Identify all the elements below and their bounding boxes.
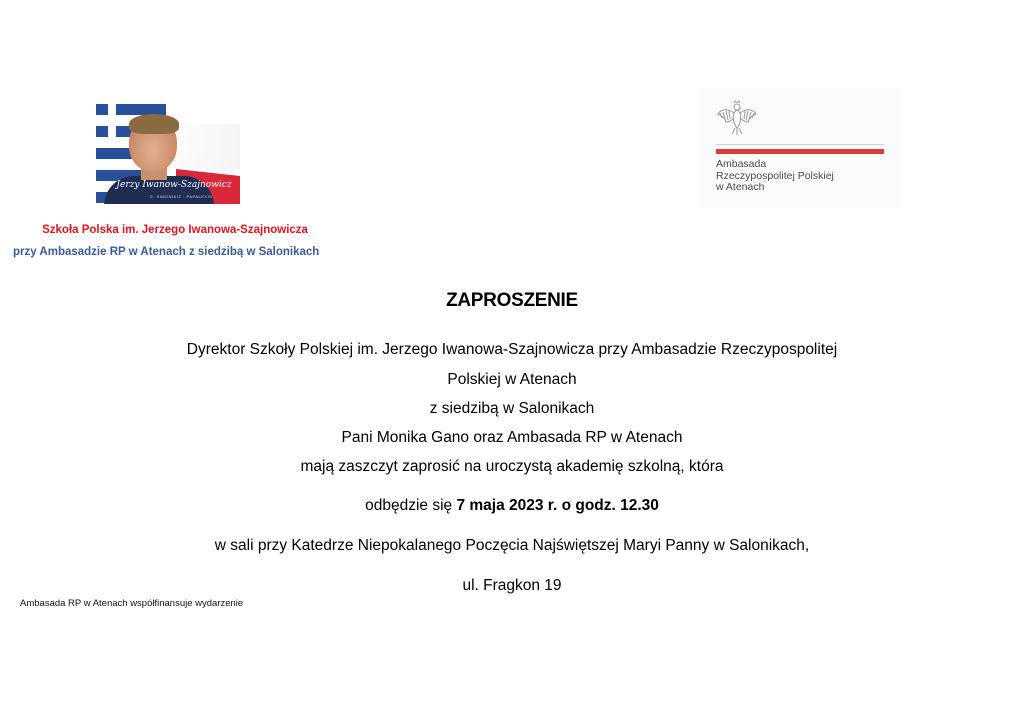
portrait-signature-sub: G. SIMONIKIZ · PAPALEXIS bbox=[149, 194, 213, 199]
embassy-logo-line: Rzeczypospolitej Polskiej bbox=[716, 169, 834, 182]
invitation-address: ul. Fragkon 19 bbox=[462, 577, 562, 594]
embassy-logo-line: w Atenach bbox=[716, 181, 765, 193]
date-prefix: odbędzie się bbox=[365, 497, 457, 514]
invitation-title: ZAPROSZENIE bbox=[446, 290, 578, 311]
school-logo-image bbox=[96, 104, 240, 204]
invitation-line: Polskiej w Atenach bbox=[447, 371, 577, 388]
cofinancing-note: Ambasada RP w Atenach współfinansuje wydarzenie bbox=[20, 598, 244, 609]
portrait-signature: Jerzy Iwanow-Szajnowicz bbox=[116, 180, 232, 190]
embassy-logo-line: Ambasada bbox=[716, 158, 767, 170]
school-name: Szkoła Polska im. Jerzego Iwanowa-Szajnowicza bbox=[42, 224, 308, 236]
greek-flag-cross-horizontal bbox=[96, 116, 130, 124]
invitation-line: z siedzibą w Salonikach bbox=[429, 400, 595, 417]
invitation-line: mają zaszczyt zaprosić na uroczystą akademię szkolną, która bbox=[300, 458, 724, 475]
event-date: 7 maja 2023 r. o godz. 12.30 bbox=[456, 497, 659, 514]
embassy-logo-text bbox=[716, 159, 834, 194]
invitation-line: Dyrektor Szkoły Polskiej im. Jerzego Iwanowa-Szajnowicza przy Ambasadzie Rzeczypospolitej bbox=[186, 341, 838, 358]
invitation-venue: w sali przy Katedrze Niepokalanego Poczęcia Najświętszej Maryi Panny w Salonikach, bbox=[214, 537, 810, 554]
invitation-date-line bbox=[0, 497, 1024, 515]
embassy-logo-divider bbox=[716, 144, 884, 145]
embassy-logo bbox=[700, 88, 900, 208]
school-affiliation: przy Ambasadzie RP w Atenach z siedzibą w Salonikach bbox=[13, 246, 320, 258]
embassy-logo-red-bar bbox=[716, 149, 884, 154]
portrait-hair bbox=[129, 114, 179, 134]
invitation-line: Pani Monika Gano oraz Ambasada RP w Atenach bbox=[341, 429, 683, 446]
polish-eagle-icon bbox=[716, 100, 758, 136]
